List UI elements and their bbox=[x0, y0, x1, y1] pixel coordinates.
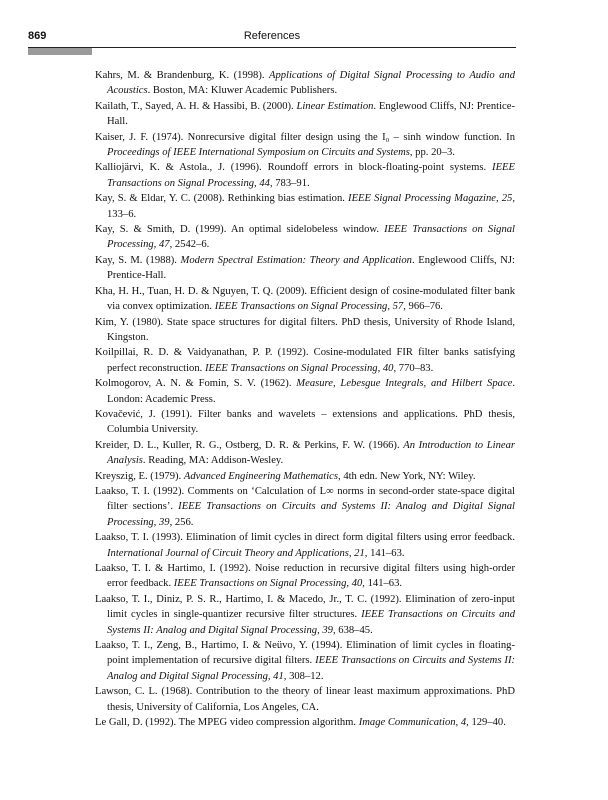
reference-post-text: . Boston, MA: Kluwer Academic Publishers. bbox=[147, 85, 338, 97]
reference-entry bbox=[95, 191, 515, 222]
reference-entry bbox=[95, 345, 515, 376]
reference-post-text: , 966–76. bbox=[403, 301, 443, 313]
reference-entry bbox=[95, 469, 515, 484]
reference-italic-part: IEEE Transactions on Signal Processing, 44 bbox=[107, 162, 515, 189]
reference-italic-part: IEEE Transactions on Circuits and Systems II: Analog and Digital Signal Processing, 41 bbox=[107, 655, 516, 682]
reference-entry bbox=[95, 715, 515, 730]
reference-entry bbox=[95, 160, 515, 191]
header-tab-bar bbox=[28, 48, 92, 55]
reference-pre-text: Kay, S. M. (1988). bbox=[95, 254, 181, 266]
reference-entry bbox=[95, 638, 515, 684]
reference-pre-text: Laakso, T. I., Zeng, B., Hartimo, I. & Neüvo, Y. (1994). Elimination of limit cycles in floating-point implementation of recursive digital filters. bbox=[95, 640, 515, 667]
reference-pre-text: Kolmogorov, A. N. & Fomin, S. V. (1962). bbox=[95, 378, 297, 390]
reference-pre-text: Koilpillai, R. D. & Vaidyanathan, P. P. (1992). Cosine-modulated FIR filter banks satisfying perfect reconstruction. bbox=[95, 347, 515, 374]
reference-entry bbox=[95, 530, 515, 561]
reference-entry bbox=[95, 284, 515, 315]
reference-post-text: . Englewood Cliffs, NJ: Prentice-Hall. bbox=[107, 100, 515, 128]
reference-pre-text: Laakso, T. I. & Hartimo, I. (1992). Noise reduction in recursive digital filters using high-order error feedback. bbox=[95, 563, 515, 590]
reference-entry bbox=[95, 253, 515, 284]
page-header bbox=[28, 30, 516, 48]
reference-italic-part: Measure, Lebesgue Integrals, and Hilbert Space bbox=[296, 378, 513, 390]
reference-italic-part: Proceedings of IEEE International Symposium on Circuits and Systems bbox=[107, 147, 410, 159]
reference-entry bbox=[95, 438, 515, 469]
reference-post-text: , 256. bbox=[169, 516, 194, 528]
reference-post-text: , 133–6. bbox=[107, 193, 515, 220]
reference-list bbox=[95, 68, 515, 730]
reference-italic-part: IEEE Transactions on Signal Processing, 40 bbox=[204, 362, 394, 374]
reference-italic-part: An Introduction to Linear Analysis bbox=[107, 439, 515, 467]
reference-italic-part: International Journal of Circuit Theory and Applications, 21 bbox=[107, 547, 365, 559]
reference-pre-text: Kalliojärvi, K. & Astola., J. (1996). Roundoff errors in block-floating-point systems. bbox=[95, 162, 493, 174]
reference-pre-text: Kay, S. & Eldar, Y. C. (2008). Rethinking bias estimation. bbox=[95, 193, 349, 205]
reference-post-text: . Reading, MA: Addison-Wesley. bbox=[142, 455, 284, 467]
reference-post-text: , 4th edn. New York, NY: Wiley. bbox=[338, 470, 476, 482]
reference-pre-text: Laakso, T. I., Diniz, P. S. R., Hartimo, I. & Macedo, Jr., T. C. (1992). Elimination of zero-input limit cycles in single-quantizer recursive filter structures. bbox=[95, 593, 515, 621]
reference-post-text: , 638–45. bbox=[332, 624, 373, 636]
reference-entry bbox=[95, 376, 515, 407]
reference-entry bbox=[95, 684, 515, 715]
reference-pre-text: Laakso, T. I. (1992). Comments on ‘Calculation of L∞ norms in second-order state-space digital filter sections’. bbox=[95, 485, 515, 513]
reference-post-text: . Englewood Cliffs, NJ: Prentice-Hall. bbox=[107, 254, 516, 282]
reference-entry bbox=[95, 130, 515, 161]
reference-pre-text: Kay, S. & Smith, D. (1999). An optimal sidelobeless window. bbox=[95, 224, 385, 236]
reference-italic-part: IEEE Transactions on Circuits and Systems II: Analog and Digital Signal Processing, 39 bbox=[107, 609, 515, 636]
reference-entry bbox=[95, 99, 515, 130]
reference-italic-part: IEEE Signal Processing Magazine, 25 bbox=[348, 193, 513, 205]
reference-post-text: . London: Academic Press. bbox=[107, 378, 515, 405]
reference-entry bbox=[95, 592, 515, 638]
header-rule bbox=[28, 47, 516, 48]
page-number: 869 bbox=[28, 30, 47, 42]
running-title: References bbox=[243, 30, 301, 42]
reference-pre-text: Kreyszig, E. (1979). bbox=[95, 470, 184, 482]
reference-post-text: , 141–63. bbox=[362, 578, 403, 590]
reference-entry bbox=[95, 484, 515, 530]
reference-italic-part: Modern Spectral Estimation: Theory and Application bbox=[180, 254, 412, 266]
reference-post-text: , 141–63. bbox=[364, 547, 405, 559]
reference-italic-part: IEEE Transactions on Signal Processing, 47 bbox=[107, 224, 515, 251]
reference-post-text: , 308–12. bbox=[283, 670, 324, 682]
reference-pre-text: Le Gall, D. (1992). The MPEG video compression algorithm. bbox=[95, 717, 359, 729]
reference-entry bbox=[95, 315, 515, 346]
reference-pre-text: Kim, Y. (1980). State space structures for digital filters. PhD thesis, University of Rhode Island, Kingston. bbox=[95, 316, 515, 343]
reference-pre-text: Lawson, C. L. (1968). Contribution to the theory of linear least maximum approximations. PhD thesis, University of California, Los Angeles, CA. bbox=[95, 686, 515, 713]
reference-italic-part: IEEE Transactions on Signal Processing, 40 bbox=[173, 578, 363, 590]
reference-pre-text: Kreider, D. L., Kuller, R. G., Ostberg, D. R. & Perkins, F. W. (1966). bbox=[95, 439, 404, 451]
reference-pre-text: Kha, H. H., Tuan, H. D. & Nguyen, T. Q. (2009). Efficient design of cosine-modulated filter bank via convex optimization. bbox=[95, 285, 515, 313]
reference-entry bbox=[95, 407, 515, 438]
reference-post-text: , 783–91. bbox=[269, 177, 310, 189]
reference-post-text: , 770–83. bbox=[393, 362, 434, 374]
reference-pre-text: Kaiser, J. F. (1974). Nonrecursive digital filter design using the I₀ – sinh window function. In bbox=[95, 131, 515, 143]
reference-post-text: , pp. 20–3. bbox=[409, 147, 455, 159]
reference-italic-part: Linear Estimation bbox=[296, 100, 374, 112]
reference-entry bbox=[95, 561, 515, 592]
reference-italic-part: Advanced Engineering Mathematics bbox=[183, 470, 339, 482]
reference-italic-part: Applications of Digital Signal Processing to Audio and Acoustics bbox=[107, 70, 515, 97]
reference-italic-part: Image Communication, 4 bbox=[358, 717, 467, 729]
reference-pre-text: Laakso, T. I. (1993). Elimination of limit cycles in direct form digital filters using error feedback. bbox=[95, 532, 515, 544]
reference-entry bbox=[95, 222, 515, 253]
reference-entry bbox=[95, 68, 515, 99]
reference-italic-part: IEEE Transactions on Signal Processing, 57 bbox=[214, 301, 404, 313]
reference-pre-text: Kovačević, J. (1991). Filter banks and wavelets – extensions and applications. PhD thesis, Columbia University. bbox=[95, 408, 515, 436]
reference-pre-text: Kahrs, M. & Brandenburg, K. (1998). bbox=[95, 70, 269, 81]
reference-post-text: , 2542–6. bbox=[169, 239, 210, 251]
reference-pre-text: Kailath, T., Sayed, A. H. & Hassibi, B. (2000). bbox=[95, 100, 297, 112]
reference-post-text: , 129–40. bbox=[466, 717, 506, 729]
reference-italic-part: IEEE Transactions on Circuits and Systems II: Analog and Digital Signal Processing, 39 bbox=[107, 501, 515, 528]
